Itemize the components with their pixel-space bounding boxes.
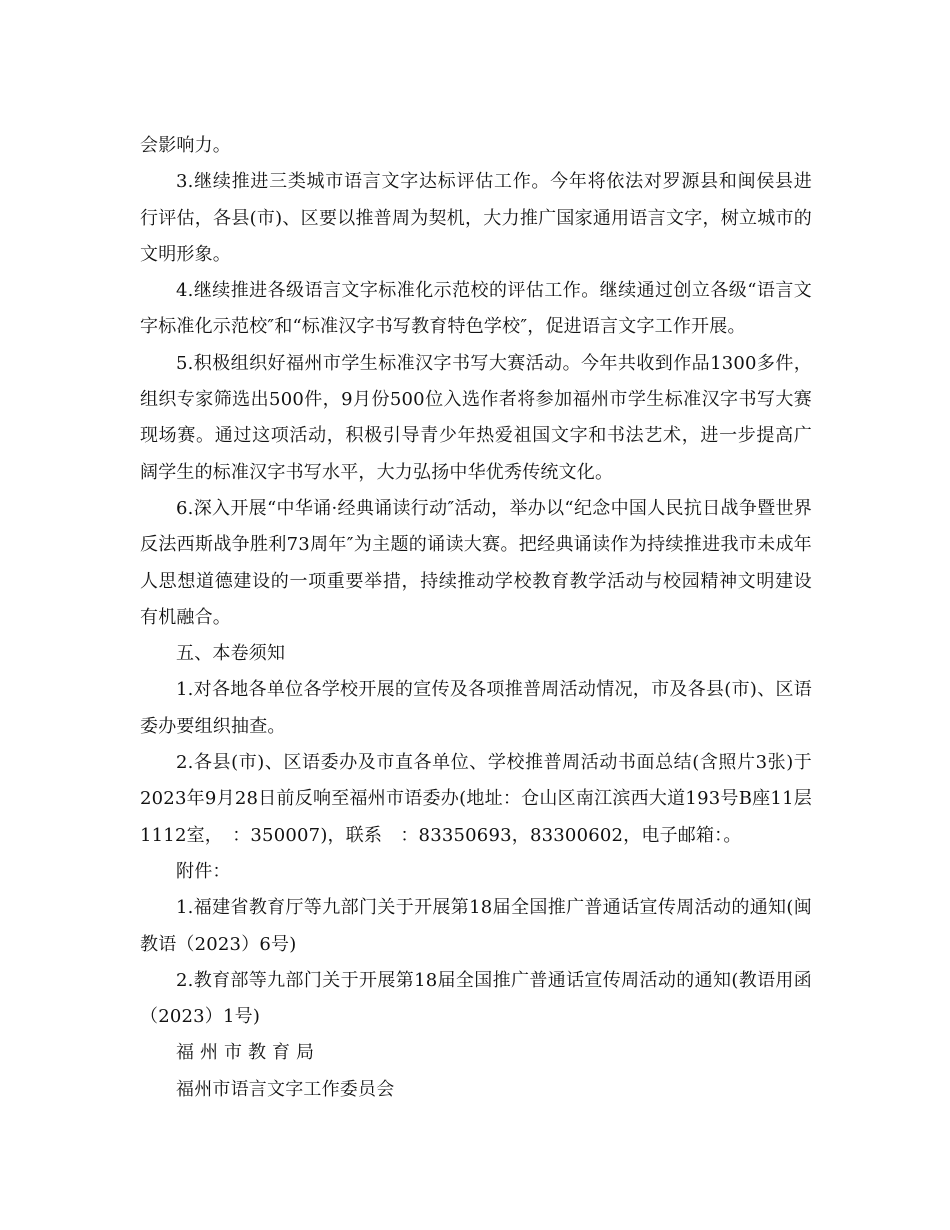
paragraph-item-6: 6.深入开展“中华诵·经典诵读行动″活动，举办以“纪念中国人民抗日战争暨世界反法西斯战争胜利73周年″为主题的诵读大赛。把经典诵读作为持续推进我市未成年人思想道德建设的一项重要举措，持续推动学校教育教学活动与校园精神文明建设有机融合。	[140, 497, 812, 628]
attachment-item-2: 2.教育部等九部门关于开展第18届全国推广普通话宣传周活动的通知(教语用函（2023）1号)	[140, 969, 812, 1028]
document-body	[140, 128, 812, 1108]
notice-item-2: 2.各县(市)、区语委办及市直各单位、学校推普周活动书面总结(含照片3张)于2023年9月28日前反响至福州市语委办(地址：仓山区南江滨西大道193号B座11层1112室， ：350007)，联系 ：83350693，83300602，电子邮箱：。	[140, 752, 812, 846]
notice-item-1: 1.对各地各单位各学校开展的宣传及各项推普周活动情况，市及各县(市)、区语委办要组织抽查。	[140, 679, 812, 737]
section-heading-notice: 五、本卷须知	[176, 643, 286, 665]
paragraph-item-3: 3.继续推进三类城市语言文字达标评估工作。今年将依法对罗源县和闽侯县进行评估，各县(市)、区要以推普周为契机，大力推广国家通用语言文字，树立城市的文明形象。	[140, 171, 812, 265]
paragraph-item-4: 4.继续推进各级语言文字标准化示范校的评估工作。继续通过创立各级“语言文字标准化示范校″和“标准汉字书写教育特色学校″，促进语言文字工作开展。	[140, 280, 812, 338]
paragraph-item-5: 5.积极组织好福州市学生标准汉字书写大赛活动。今年共收到作品1300多件，组织专家筛选出500件，9月份500位入选作者将参加福州市学生标准汉字书写大赛现场赛。通过这项活动，积极引导青少年热爱祖国文字和书法艺术，进一步提高广阔学生的标准汉字书写水平，大力弘扬中华优秀传统文化。	[140, 352, 812, 483]
paragraph-continuation: 会影响力。	[140, 135, 231, 156]
signature-education-bureau: 福州市教育局	[176, 1042, 320, 1064]
attachment-item-1: 1.福建省教育厅等九部门关于开展第18届全国推广普通话宣传周活动的通知(闽教语（2023）6号)	[140, 897, 812, 955]
attachments-heading: 附件：	[176, 860, 231, 882]
signature-language-committee: 福州市语言文字工作委员会	[176, 1078, 395, 1100]
